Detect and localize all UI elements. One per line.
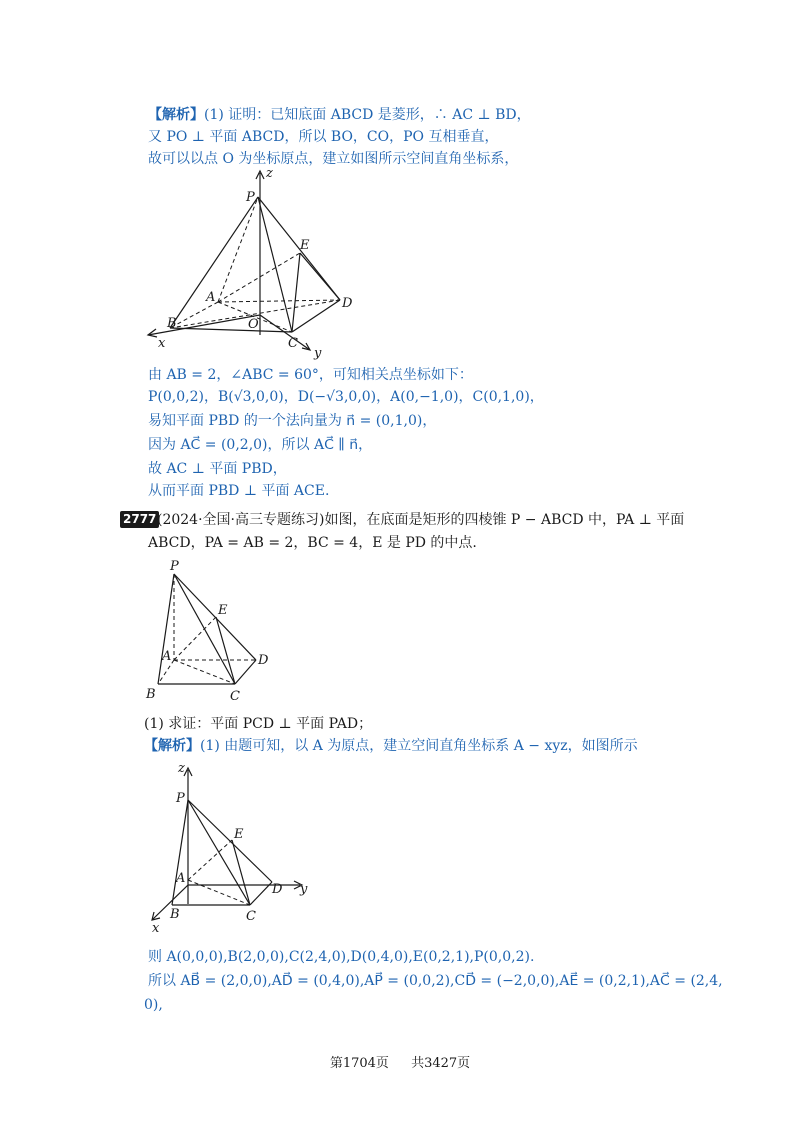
solution1-after-2: P(0,0,2)，B(√3,0,0)，D(−√3,0,0)，A(0,−1,0)，C(0,1,0)，: [148, 389, 544, 405]
label-C: C: [288, 336, 298, 351]
part-1-question: (1) 求证：平面 PCD ⊥ 平面 PAD；: [144, 716, 373, 732]
label-B: B: [170, 907, 180, 922]
label-x: x: [152, 921, 160, 936]
figure-1-pyramid: [140, 165, 370, 365]
label-P: P: [176, 791, 185, 806]
label-B: B: [167, 316, 177, 331]
solution1-after-4: 因为 AC⃗ = (0,2,0)，所以 AC⃗ ∥ n⃗，: [148, 437, 373, 453]
label-D: D: [258, 653, 269, 668]
label-P: P: [246, 190, 255, 205]
label-y: y: [300, 882, 308, 897]
solution1-after-1: 由 AB = 2，∠ABC = 60°，可知相关点坐标如下：: [148, 367, 473, 383]
page-footer: [0, 1052, 800, 1071]
solution1-after-3: 易知平面 PBD 的一个法向量为 n⃗ = (0,1,0)，: [148, 413, 437, 429]
label-D: D: [342, 296, 353, 311]
label-A: A: [176, 871, 186, 886]
solution1-after-5: 故 AC ⊥ 平面 PBD，: [148, 461, 287, 477]
page-total: 共3427页: [411, 1056, 471, 1071]
solution2-coords: 则 A(0,0,0),B(2,0,0),C(2,4,0),D(0,4,0),E(0,2,1),P(0,0,2).: [148, 949, 535, 965]
solution1-line-3: 故可以以点 O 为坐标原点，建立如图所示空间直角坐标系，: [148, 151, 519, 167]
label-P: P: [170, 559, 179, 574]
label-z: z: [178, 761, 185, 776]
label-C: C: [246, 909, 256, 924]
x-arrow: [148, 329, 157, 337]
solution2-line-1: 【解析】(1) 由题可知，以 A 为原点，建立空间直角坐标系 A − xyz，如图所示: [144, 738, 638, 754]
problem-line-1: (2024·全国·高三专题练习)如图，在底面是矩形的四棱锥 P − ABCD 中，PA ⊥ 平面: [157, 512, 685, 528]
analysis-tag: 【解析】: [148, 107, 204, 123]
label-E: E: [218, 603, 228, 618]
label-A: A: [206, 290, 216, 305]
problem-number: 2777: [120, 511, 159, 528]
label-E: E: [300, 238, 310, 253]
label-B: B: [146, 687, 156, 702]
solution1-after-6: 从而平面 PBD ⊥ 平面 ACE.: [148, 483, 330, 499]
x-axis: [148, 315, 260, 335]
label-A: A: [162, 649, 172, 664]
solution2-vectors-cont: 0),: [144, 997, 163, 1013]
label-O: O: [248, 317, 259, 332]
problem-line-2: ABCD，PA = AB = 2，BC = 4，E 是 PD 的中点.: [148, 535, 477, 551]
label-D: D: [272, 882, 283, 897]
figure-3-pyramid-axes: [140, 760, 320, 935]
solution2-vectors: 所以 AB⃗ = (2,0,0),AD⃗ = (0,4,0),AP⃗ = (0,0,2),CD⃗ = (−2,0,0),AE⃗ = (0,2,1),AC⃗ = (2,4,: [148, 973, 723, 989]
analysis-tag-2: 【解析】: [144, 738, 200, 754]
label-y: y: [314, 346, 322, 361]
label-C: C: [230, 689, 240, 704]
figure-2-pyramid: [140, 560, 290, 705]
solution1-line-2: 又 PO ⊥ 平面 ABCD，所以 BO，CO，PO 互相垂直，: [148, 129, 499, 145]
page-number: 第1704页: [329, 1056, 389, 1071]
label-z: z: [266, 166, 273, 181]
label-E: E: [234, 827, 244, 842]
solution1-line-1: 【解析】(1) 证明：已知底面 ABCD 是菱形，∴ AC ⊥ BD，: [148, 107, 531, 123]
label-x: x: [158, 336, 166, 351]
y-axis: [260, 315, 310, 350]
